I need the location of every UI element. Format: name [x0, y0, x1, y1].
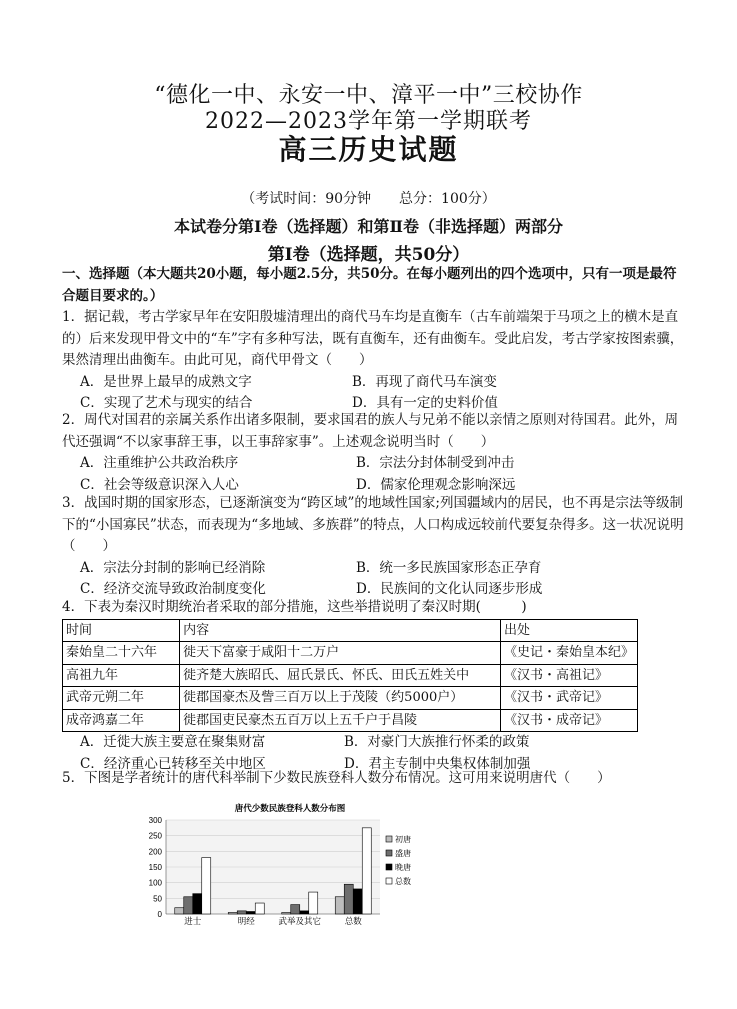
option-b: B．统一多民族国家形态正孕育 [356, 559, 542, 576]
option-c: C．实现了艺术与现实的结合 [80, 395, 253, 411]
bar-初唐 [175, 908, 184, 914]
option-d: D．民族间的文化认同逐步形成 [356, 581, 543, 597]
exam-term-title: 2022—2023学年第一学期联考 [205, 109, 532, 134]
bar-总数 [309, 892, 318, 914]
table-header-row [63, 619, 638, 642]
table-header-cell: 时间 [63, 619, 180, 642]
structure-note: 本试卷分第Ⅰ卷（选择题）和第Ⅱ卷（非选择题）两部分 [174, 217, 563, 236]
bar-晚唐 [353, 889, 362, 914]
option-d: D．君主专制中央集权体制加强 [344, 755, 531, 772]
question-stem: 1．据记载，考古学家早年在安阳殷墟清理出的商代马车均是直衡车（古车前端架于马项之上的横木是直的）后来发现甲骨文中的“车”字有多种写法，既有直衡车，还有曲衡车。受此启发，考古学家按图索骥，果然清理出曲衡车。由此可见，商代甲骨文（ ） [62, 309, 684, 368]
table-cell: 徙天下富豪于咸阳十二万户 [180, 642, 501, 665]
bar-盛唐 [237, 911, 246, 914]
y-tick-label: 50 [153, 894, 162, 904]
legend-label: 盛唐 [395, 849, 411, 858]
y-tick-label: 100 [148, 878, 162, 888]
option-a: A．是世界上最早的成熟文字 [80, 373, 252, 390]
bar-初唐 [335, 897, 344, 914]
y-tick-label: 200 [148, 847, 162, 857]
y-tick-label: 250 [148, 831, 162, 841]
table-cell: 徙郡国吏民豪杰五百万以上五千户于昌陵 [180, 709, 501, 732]
legend-label: 总数 [395, 877, 411, 886]
section-one-heading [62, 264, 690, 307]
bar-总数 [255, 903, 264, 914]
table-cell: 《汉书・武帝记》 [500, 687, 637, 710]
question-stem: 3．战国时期的国家形态，已逐渐演变为“跨区域”的地域性国家;列国疆域内的居民，也不再是宗法等级制下的“小国寡民”状态，而表现为“多地域、多族群”的特点，人口构成远较前代要复杂得多。这一状况说明（ ） [62, 495, 684, 554]
table-row [63, 687, 638, 710]
bar-晚唐 [193, 894, 202, 914]
table-cell: 徙郡国豪杰及訾三百万以上于茂陵（约5000户） [180, 687, 501, 710]
exam-score: 总分：100分） [399, 191, 496, 207]
question-stem: 2．周代对国君的亲属关系作出诸多限制，要求国君的族人与兄弟不能以亲情之原则对待国君。此外，周代还强调“不以家事辞王事，以王事辞家事”。上述观念说明当时（ ） [62, 412, 679, 450]
table-cell: 《汉书・高祖记》 [500, 664, 637, 687]
question-2 [62, 410, 690, 496]
table-row [63, 709, 638, 732]
table-header-cell: 出处 [500, 619, 637, 642]
part-one-title: 第Ⅰ卷（选择题，共50分） [267, 245, 470, 265]
table-cell: 秦始皇二十六年 [63, 642, 180, 665]
x-tick-label: 武举及其它 [278, 916, 322, 926]
y-tick-label: 300 [148, 816, 162, 825]
bar-盛唐 [344, 884, 353, 914]
option-c: C．经济重心已转移至关中地区 [80, 755, 266, 772]
table-cell: 武帝元朔二年 [63, 687, 180, 710]
section-heading-text: 一、选择题（本大题共20小题，每小题2.5分，共50分。在每小题列出的四个选项中，只有一项是最符合题目要求的。） [62, 266, 677, 304]
legend-swatch [386, 864, 392, 870]
school-alliance-title: “德化一中、永安一中、漳平一中”三校协作 [154, 83, 583, 108]
y-tick-label: 150 [148, 863, 162, 872]
bar-总数 [202, 858, 211, 914]
exam-meta [0, 188, 737, 208]
legend-swatch [386, 850, 392, 856]
option-b: B．再现了商代马车演变 [352, 373, 497, 390]
legend-label: 晚唐 [395, 863, 411, 872]
option-a: A．宗法分封制的影响已经消除 [80, 559, 266, 576]
table-cell: 《汉书・成帝记》 [500, 709, 637, 732]
option-d: D．儒家伦理观念影响深远 [356, 476, 516, 493]
bar-晚唐 [300, 911, 309, 914]
table-row [63, 664, 638, 687]
option-b: B．对豪门大族推行怀柔的政策 [344, 734, 530, 750]
ethnic-exam-chart [140, 798, 420, 928]
x-tick-label: 进士 [184, 916, 202, 926]
y-tick-label: 0 [157, 910, 162, 919]
bar-盛唐 [291, 905, 300, 914]
bar-总数 [362, 828, 371, 914]
x-tick-label: 总数 [344, 916, 362, 926]
table-cell: 《史记・秦始皇本纪》 [500, 642, 637, 665]
question-4 [62, 597, 690, 775]
option-a: A．迁徙大族主要意在聚集财富 [80, 734, 266, 750]
legend-swatch [386, 836, 392, 842]
question-5 [62, 768, 690, 790]
bar-初唐 [282, 912, 291, 914]
question-1 [62, 307, 690, 415]
legend-label: 初唐 [395, 835, 411, 844]
question-stem: 4．下表为秦汉时期统治者采取的部分措施，这些举措说明了秦汉时期( ) [62, 599, 527, 615]
table-cell: 高祖九年 [63, 664, 180, 687]
x-tick-label: 明经 [237, 916, 255, 926]
option-b: B．宗法分封体制受到冲击 [356, 455, 515, 471]
measures-table [62, 619, 638, 733]
table-header-cell: 内容 [180, 619, 501, 642]
option-c: C．经济交流导致政治制度变化 [80, 581, 266, 597]
question-stem: 5．下图是学者统计的唐代科举制下少数民族登科人数分布情况。这可用来说明唐代（ ） [62, 770, 611, 786]
legend-swatch [386, 878, 392, 884]
chart-title: 唐代少数民族登科人数分布图 [234, 803, 346, 813]
table-row [63, 642, 638, 665]
bar-盛唐 [184, 897, 193, 914]
exam-time: （考试时间：90分钟 [241, 191, 372, 207]
option-c: C．社会等级意识深入人心 [80, 476, 239, 493]
table-cell: 徙齐楚大族昭氏、屈氏景氏、怀氏、田氏五姓关中 [180, 664, 501, 687]
bar-初唐 [228, 912, 237, 914]
table-cell: 成帝鸿嘉二年 [63, 709, 180, 732]
option-d: D．具有一定的史料价值 [352, 395, 498, 411]
bar-晚唐 [246, 911, 255, 914]
option-a: A．注重维护公共政治秩序 [80, 455, 239, 471]
exam-subject-title: 高三历史试题 [278, 133, 459, 166]
question-3 [62, 493, 690, 601]
